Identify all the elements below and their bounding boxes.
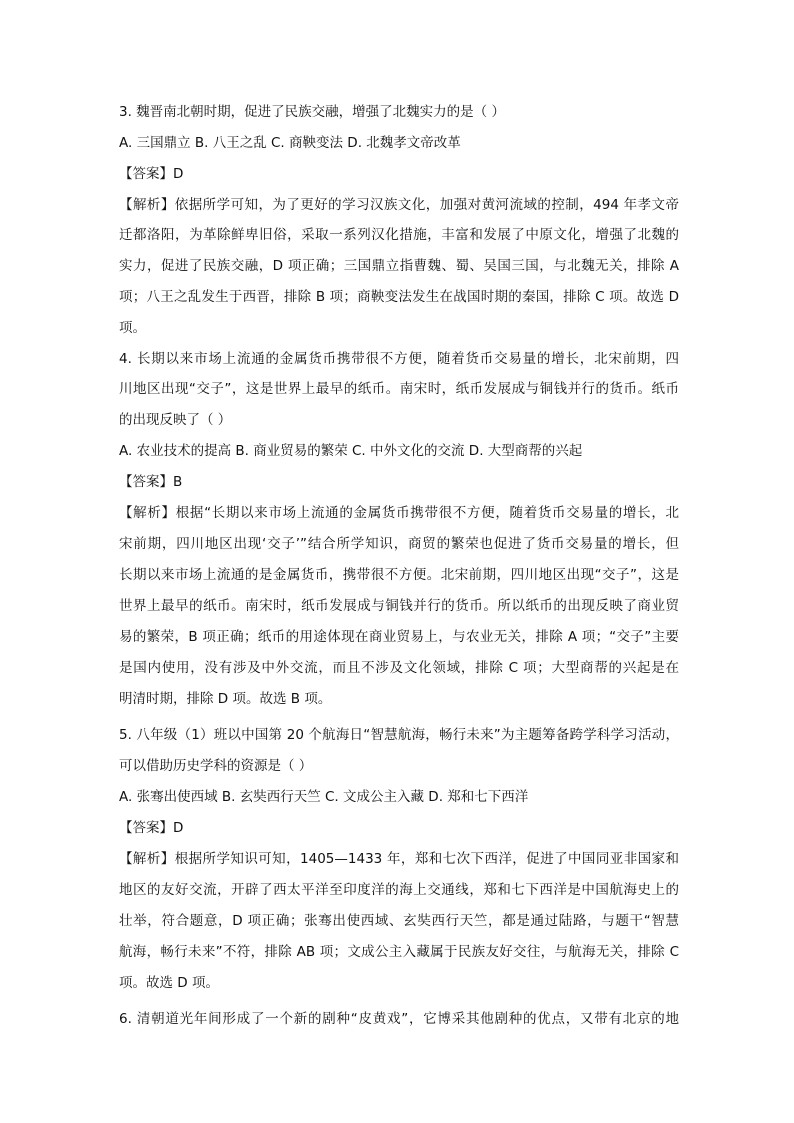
q5-analysis-line: 项。故选 D 项。: [119, 975, 219, 991]
q4-analysis-line: 明清时期，排除 D 项。故选 B 项。: [119, 691, 332, 707]
q5-analysis-line: 地区的友好交流，开辟了西太平洋至印度洋的海上交通线，郑和七下西洋是中国航海史上的: [119, 882, 679, 898]
q4-options: A. 农业技术的提高 B. 商业贸易的繁荣 C. 中外文化的交流 D. 大型商帮的兴起: [119, 443, 583, 459]
q5-options: A. 张骞出使西域 B. 玄奘西行天竺 C. 文成公主入藏 D. 郑和七下西洋: [119, 789, 529, 805]
q4-analysis-line: 宋前期，四川地区出现‘交子’”结合所学知识，商贸的繁荣也促进了货币交易量的增长，但: [119, 536, 679, 552]
q4-analysis-line: 【解析】根据“长期以来市场上流通的金属货币携带很不方便，随着货币交易量的增长，北: [119, 505, 679, 521]
q3-analysis-line: 【解析】依据所学可知，为了更好的学习汉族文化，加强对黄河流域的控制，494 年孝文帝: [119, 197, 679, 213]
q5-stem-line: 5. 八年级（1）班以中国第 20 个航海日“智慧航海，畅行未来”为主题筹备跨学科学习活动，: [119, 727, 679, 743]
q3-analysis-line: 项；八王之乱发生于西晋，排除 B 项；商鞅变法发生在战国时期的秦国，排除 C 项。故选 D: [119, 289, 679, 305]
q4-analysis-line: 世界上最早的纸币。南宋时，纸币发展成与铜钱并行的货币。所以纸币的出现反映了商业贸: [119, 598, 679, 614]
q4-stem-line: 川地区出现“交子”，这是世界上最早的纸币。南宋时，纸币发展成与铜钱并行的货币。纸币: [119, 381, 679, 397]
q5-analysis-line: 壮举，符合题意，D 项正确；张骞出使西域、玄奘西行天竺，都是通过陆路，与题干“智慧: [119, 913, 679, 929]
q5-analysis-line: 【解析】根据所学知识可知，1405—1433 年，郑和七次下西洋，促进了中国同亚非国家和: [119, 851, 679, 867]
q3-options: A. 三国鼎立 B. 八王之乱 C. 商鞅变法 D. 北魏孝文帝改革: [119, 135, 461, 151]
q4-analysis-line: 长期以来市场上流通的是金属货币，携带很不方便。北宋前期，四川地区出现“交子”，这是: [119, 567, 679, 583]
q3-analysis-line: 迁都洛阳，为革除鲜卑旧俗，采取一系列汉化措施，丰富和发展了中原文化，增强了北魏的: [119, 227, 679, 243]
q4-stem-line: 4. 长期以来市场上流通的金属货币携带很不方便，随着货币交易量的增长，北宋前期，四: [119, 351, 679, 367]
q4-answer: 【答案】B: [119, 474, 183, 490]
q3-analysis-line: 项。: [119, 320, 146, 336]
q3-stem: 3. 魏晋南北朝时期，促进了民族交融，增强了北魏实力的是（ ）: [119, 104, 505, 120]
q5-answer: 【答案】D: [119, 820, 184, 836]
q4-stem-line: 的出现反映了（ ）: [119, 412, 232, 428]
q5-analysis-line: 航海，畅行未来”不符，排除 AB 项；文成公主入藏属于民族友好交往，与航海无关，排除 C: [119, 944, 679, 960]
q4-analysis-line: 易的繁荣，B 项正确；纸币的用途体现在商业贸易上，与农业无关，排除 A 项；“交子”主要: [119, 629, 679, 645]
q4-analysis-line: 是国内使用，没有涉及中外交流，而且不涉及文化领域，排除 C 项；大型商帮的兴起是在: [119, 660, 679, 676]
q6-stem-line: 6. 清朝道光年间形成了一个新的剧种“皮黄戏”，它博采其他剧种的优点，又带有北京的地: [119, 1011, 679, 1027]
q3-analysis-line: 实力，促进了民族交融，D 项正确；三国鼎立指曹魏、蜀、吴国三国，与北魏无关，排除 A: [119, 258, 679, 274]
q5-stem-line: 可以借助历史学科的资源是（ ）: [119, 758, 313, 774]
q3-answer: 【答案】D: [119, 166, 184, 182]
